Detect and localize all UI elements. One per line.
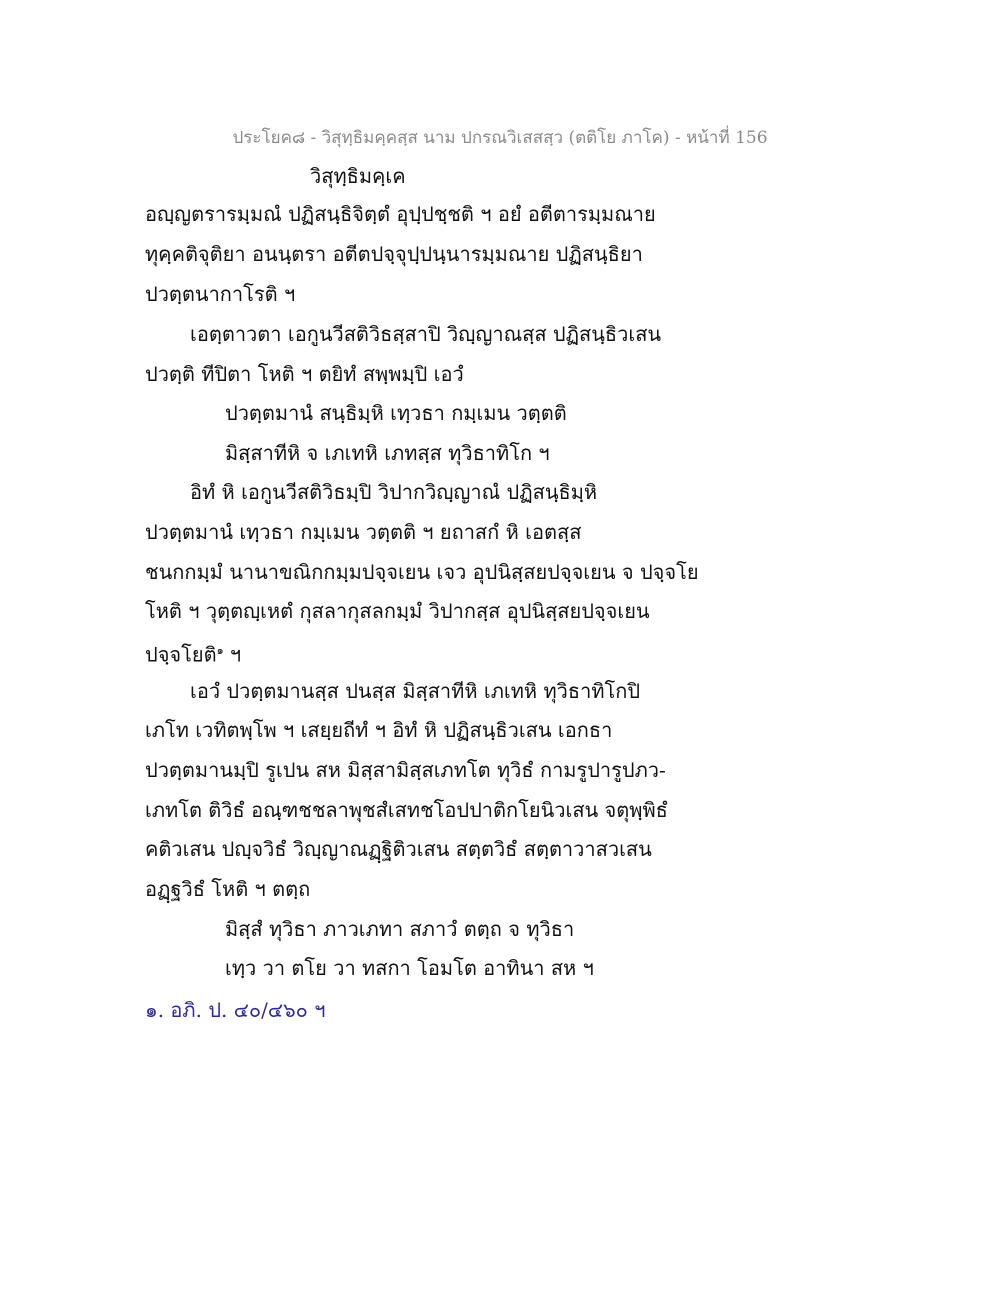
- text-line: อิทํ หิ เอกูนวีสติวิธมฺปิ วิปากวิญฺญาณํ ปฏิสนฺธิมฺหิ: [190, 480, 598, 504]
- text-line: เอตฺตาวตา เอกูนวีสติวิธสฺสาปิ วิญฺญาณสฺส ปฏิสนฺธิวเสน: [190, 322, 662, 346]
- page-header: ประโยค๘ - วิสุทฺธิมคฺคสฺส นาม ปกรณวิเสสสฺว (ตติโย ภาโค) - หน้าที่ 156: [232, 128, 768, 148]
- text-line: เภทโต ติวิธํ อณฺฑชชลาพุชสํเสทชโอปปาติกโยนิวเสน จตุพฺพิธํ: [145, 798, 668, 822]
- footnote-marker: ๑: [216, 644, 224, 657]
- verse-line: มิสฺสาทีหิ จ เภเทหิ เภทสฺส ทุวิธาทิโก ฯ: [225, 441, 550, 465]
- text-line: ปวตฺตนากาโรติ ฯ: [145, 282, 296, 306]
- verse-line: เทฺว วา ตโย วา ทสกา โอมโต อาทินา สห ฯ: [225, 956, 594, 980]
- text-line-with-footnote: [145, 637, 241, 669]
- text-line: อฏฺฐวิธํ โหติ ฯ ตตฺถ: [145, 877, 311, 901]
- text-line: โหติ ฯ วุตฺตญฺเหตํ กุสลากุสลกมฺมํ วิปากสฺส อุปนิสฺสยปจฺจเยน: [145, 599, 650, 623]
- verse-line: มิสฺสํ ทุวิธา ภาวเภทา สภาวํ ตตฺถ จ ทุวิธา: [225, 917, 575, 941]
- text-segment: ฯ: [223, 642, 242, 667]
- text-line: คติวเสน ปญฺจวิธํ วิญฺญาณฏฺฐิติวเสน สตฺตวิธํ สตฺตาวาสวเสน: [145, 837, 652, 861]
- section-title: วิสุทฺธิมคฺเค: [310, 164, 406, 188]
- text-line: ทุคฺคติจุติยา อนนฺตรา อตีตปจฺจุปฺปนฺนารมฺมณาย ปฏิสนฺธิยา: [145, 242, 643, 266]
- text-line: ปวตฺติ ทีปิตา โหติ ฯ ตยิทํ สพฺพมฺปิ เอวํ: [145, 362, 464, 386]
- text-line: เอวํ ปวตฺตมานสฺส ปนสฺส มิสฺสาทีหิ เภเทหิ ทุวิธาทิโกปิ: [190, 679, 641, 703]
- text-segment: ปจฺจโยติ: [145, 642, 217, 667]
- text-line: ปวตฺตมานมฺปิ รูเปน สห มิสฺสามิสฺสเภทโต ทุวิธํ กามรูปารูปภว-: [145, 758, 666, 782]
- footnote: ๑. อภิ. ป. ๔๐/๔๖๐ ฯ: [145, 998, 326, 1022]
- text-line: ชนกกมฺมํ นานาขณิกกมฺมปจฺจเยน เจว อุปนิสฺสยปจฺจเยน จ ปจฺจโย: [145, 560, 699, 584]
- text-line: เภโท เวทิตพฺโพ ฯ เสยฺยถีทํ ฯ อิทํ หิ ปฏิสนฺธิวเสน เอกธา: [145, 718, 613, 742]
- text-line: ปวตฺตมานํ เทฺวธา กมฺเมน วตฺตติ ฯ ยถาสกํ หิ เอตสฺส: [145, 520, 582, 544]
- verse-line: ปวตฺตมานํ สนฺธิมฺหิ เทฺวธา กมฺเมน วตฺตติ: [225, 401, 567, 425]
- text-line: อญฺญตรารมฺมณํ ปฏิสนฺธิจิตฺตํ อุปฺปชฺชติ ฯ อยํ อตีตารมฺมณาย: [145, 202, 656, 226]
